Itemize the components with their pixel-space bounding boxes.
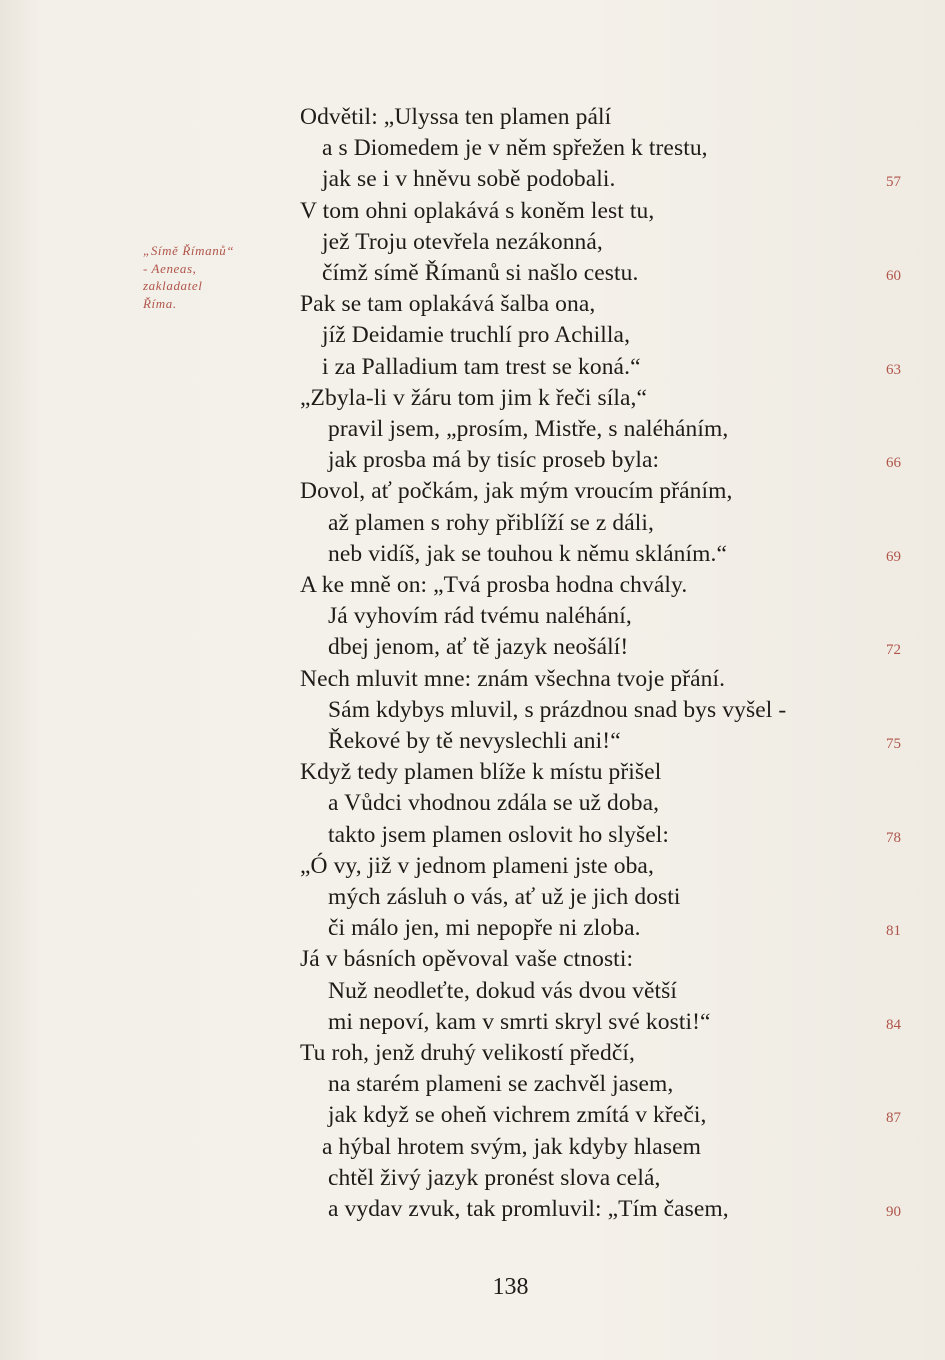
verse-text: až plamen s rohy přiblíží se z dáli, bbox=[328, 509, 654, 536]
verse-text: Já v básních opěvoval vaše ctnosti: bbox=[300, 946, 634, 973]
verse-line bbox=[0, 1069, 945, 1100]
verse-line bbox=[0, 913, 945, 944]
verse-line bbox=[0, 476, 945, 507]
verse-text: mých zásluh o vás, ať už je jich dosti bbox=[328, 884, 681, 910]
verse-text: i za Palladium tam trest se koná.“ bbox=[322, 353, 641, 380]
marginal-note-line: „Símě Římanů“ bbox=[143, 243, 235, 258]
verse-line bbox=[0, 664, 945, 695]
verse-text: pravil jsem, „prosím, Mistře, s naléháním, bbox=[328, 416, 729, 442]
line-number: 60 bbox=[886, 268, 901, 284]
verse-text: čímž símě Římanů si našlo cestu. bbox=[322, 260, 639, 286]
verse-line bbox=[0, 133, 945, 164]
verse-line bbox=[0, 1194, 945, 1225]
verse-line bbox=[0, 196, 945, 227]
marginal-note-line: zakladatel bbox=[143, 278, 203, 293]
line-number: 72 bbox=[886, 642, 901, 659]
verse-text: Tu roh, jenž druhý velikostí předčí, bbox=[300, 1040, 635, 1066]
line-number: 66 bbox=[886, 455, 901, 472]
verse-text: a s Diomedem je v něm spřežen k trestu, bbox=[322, 135, 708, 162]
verse-text: Sám kdybys mluvil, s prázdnou snad bys vyšel - bbox=[328, 696, 787, 723]
verse-line bbox=[0, 1007, 945, 1038]
verse-text: Já vyhovím rád tvému naléhání, bbox=[328, 603, 632, 630]
verse-line bbox=[0, 508, 945, 539]
verse-text: „Zbyla-li v žáru tom jim k řeči síla,“ bbox=[300, 384, 648, 411]
page-number: 138 bbox=[492, 1274, 529, 1300]
verse-line bbox=[0, 258, 945, 289]
verse-text: neb vidíš, jak se touhou k němu skláním.“ bbox=[328, 540, 727, 567]
verse-text: Když tedy plamen blíže k místu přišel bbox=[300, 759, 662, 786]
verse-line bbox=[0, 820, 945, 851]
verse-line bbox=[0, 1132, 945, 1163]
line-number: 81 bbox=[886, 923, 901, 940]
verse-text: na starém plameni se zachvěl jasem, bbox=[328, 1071, 674, 1098]
verse-text: chtěl živý jazyk pronést slova celá, bbox=[328, 1164, 661, 1191]
verse-text: a Vůdci vhodnou zdála se už doba, bbox=[328, 790, 660, 817]
verse-line bbox=[0, 445, 945, 476]
line-number: 90 bbox=[886, 1204, 901, 1220]
line-number: 78 bbox=[886, 829, 901, 846]
verse-text: V tom ohni oplakává s koněm lest tu, bbox=[300, 197, 655, 224]
verse-text: Nech mluvit mne: znám všechna tvoje přání. bbox=[300, 665, 726, 692]
verse-line bbox=[0, 164, 945, 195]
verse-text: „Ó vy, již v jednom plameni jste oba, bbox=[300, 852, 654, 879]
line-number: 84 bbox=[886, 1016, 901, 1033]
verse-text: Řekové by tě nevyslechli ani!“ bbox=[328, 728, 621, 754]
verse-line bbox=[0, 1163, 945, 1194]
verse-text: dbej jenom, ať tě jazyk neošálí! bbox=[328, 634, 629, 661]
verse-line bbox=[0, 539, 945, 570]
verse-line bbox=[0, 882, 945, 913]
verse-text: Pak se tam oplakává šalba ona, bbox=[300, 291, 596, 318]
verse-line bbox=[0, 227, 945, 258]
verse-line bbox=[0, 944, 945, 975]
verse-line bbox=[0, 976, 945, 1007]
verse-text: a vydav zvuk, tak promluvil: „Tím časem, bbox=[328, 1196, 729, 1222]
verse-text: jak když se oheň vichrem zmítá v křeči, bbox=[328, 1102, 707, 1129]
verse-text: A ke mně on: „Tvá prosba hodna chvály. bbox=[300, 572, 688, 598]
verse-line bbox=[0, 1038, 945, 1069]
line-number: 63 bbox=[886, 361, 901, 378]
verse-line bbox=[0, 352, 945, 383]
verse-line bbox=[0, 570, 945, 601]
verse-line bbox=[0, 1100, 945, 1131]
verse-line bbox=[0, 320, 945, 351]
verse-text: jíž Deidamie truchlí pro Achilla, bbox=[322, 322, 631, 349]
verse-line bbox=[0, 632, 945, 663]
verse-line bbox=[0, 289, 945, 320]
line-number: 75 bbox=[886, 736, 901, 752]
verse-text: jak prosba má by tisíc proseb byla: bbox=[328, 447, 660, 474]
verse-text: Nuž neodleťte, dokud vás dvou větší bbox=[328, 977, 678, 1004]
verse-line bbox=[0, 383, 945, 414]
verse-line bbox=[0, 726, 945, 757]
verse-line bbox=[0, 788, 945, 819]
verse-line bbox=[0, 414, 945, 445]
marginal-note-line: Říma. bbox=[143, 295, 177, 311]
verse-text: a hýbal hrotem svým, jak kdyby hlasem bbox=[322, 1133, 701, 1160]
verse-line bbox=[0, 695, 945, 726]
verse-text: Odvětil: „Ulyssa ten plamen pálí bbox=[300, 104, 612, 130]
verse-text: takto jsem plamen oslovit ho slyšel: bbox=[328, 821, 670, 848]
verse-text: či málo jen, mi nepopře ni zloba. bbox=[328, 915, 641, 942]
line-number: 57 bbox=[886, 174, 901, 191]
verse-text: jak se i v hněvu sobě podobali. bbox=[322, 166, 616, 193]
marginal-note-line: - Aeneas, bbox=[143, 260, 197, 276]
verse-line bbox=[0, 757, 945, 788]
verse-text: Dovol, ať počkám, jak mým vroucím přáním, bbox=[300, 478, 733, 505]
verse-line bbox=[0, 601, 945, 632]
verse-line bbox=[0, 102, 945, 133]
verse-line bbox=[0, 851, 945, 882]
line-number: 69 bbox=[886, 548, 901, 565]
verse-text: mi nepoví, kam v smrti skryl své kosti!“ bbox=[328, 1008, 711, 1035]
verse-text: jež Troju otevřela nezákonná, bbox=[322, 228, 603, 255]
line-number: 87 bbox=[886, 1110, 901, 1127]
